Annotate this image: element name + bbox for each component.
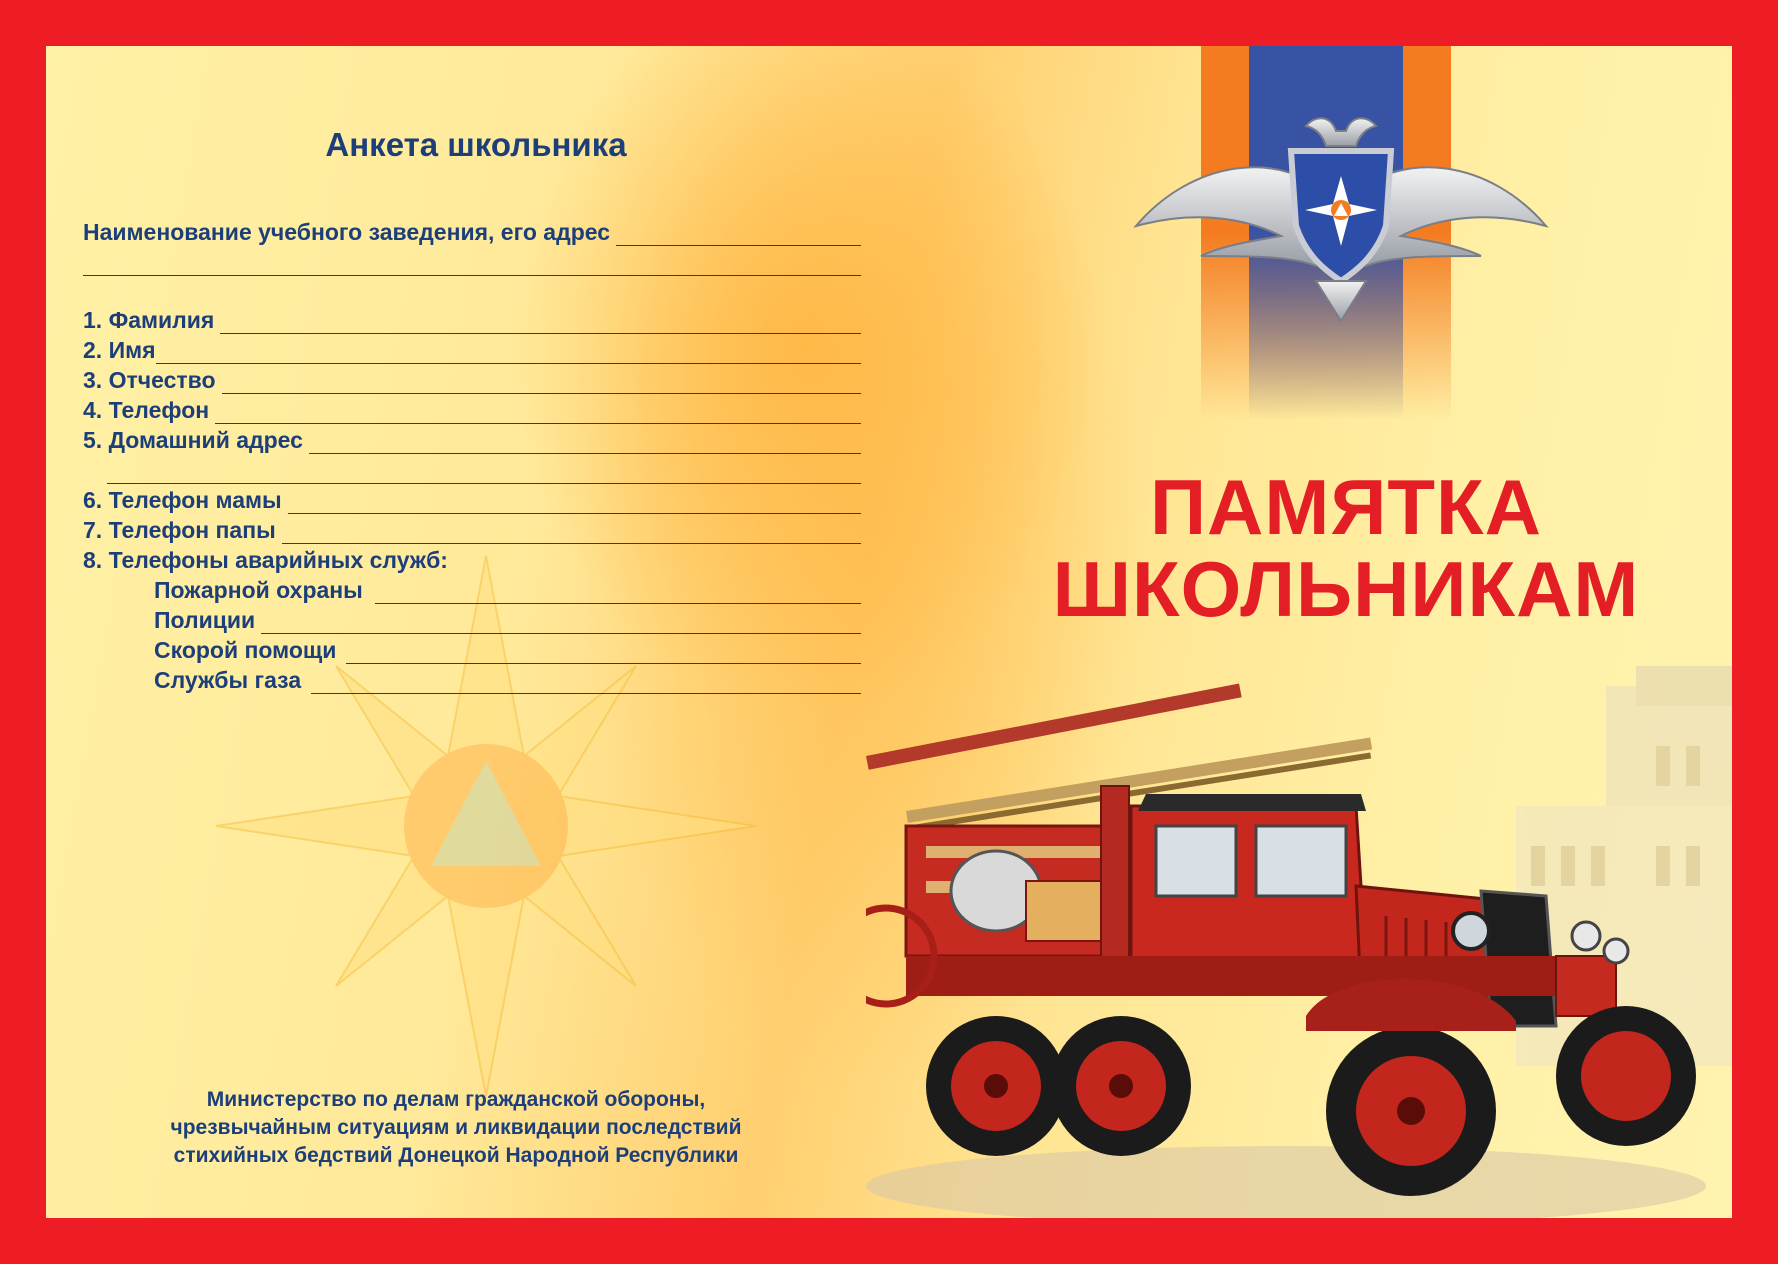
form-title: Анкета школьника xyxy=(325,126,627,163)
field-line[interactable] xyxy=(311,671,861,694)
field-row-patronymic xyxy=(83,364,861,394)
field-row-address xyxy=(83,424,861,454)
field-line[interactable] xyxy=(375,581,861,604)
ministry-line: чрезвычайным ситуациям и ликвидации последствий xyxy=(170,1116,742,1139)
field-line[interactable] xyxy=(346,641,861,664)
field-row-gas xyxy=(83,664,861,694)
cover-title xyxy=(966,463,1726,633)
field-label: Полиции xyxy=(154,607,256,633)
field-row-phone xyxy=(83,394,861,424)
field-row-mother-phone xyxy=(83,484,861,514)
field-line[interactable] xyxy=(309,431,861,454)
emergency-heading-row xyxy=(83,544,861,574)
field-row-name xyxy=(83,334,861,364)
field-line[interactable] xyxy=(215,401,861,424)
institution-row xyxy=(83,216,861,246)
field-row-fire xyxy=(83,574,861,604)
emergency-heading: 8. Телефоны аварийных служб: xyxy=(83,547,448,573)
field-line[interactable] xyxy=(220,311,861,334)
cover-title-line: ШКОЛЬНИКАМ xyxy=(1052,545,1640,633)
cover-title-line: ПАМЯТКА xyxy=(1149,463,1542,551)
ministry-line: Министерство по делам гражданской обороны, xyxy=(206,1088,706,1111)
field-label: 2. Имя xyxy=(83,337,156,363)
field-label: 5. Домашний адрес xyxy=(83,427,303,453)
field-label: Пожарной охраны xyxy=(154,577,363,603)
mchs-eagle-emblem-icon xyxy=(1131,106,1551,326)
brochure-background xyxy=(46,46,1732,1218)
field-row-ambulance xyxy=(83,634,861,664)
field-line[interactable] xyxy=(261,611,861,634)
field-label: 1. Фамилия xyxy=(83,307,215,333)
field-row-surname xyxy=(83,304,861,334)
student-form xyxy=(83,216,861,694)
institution-row-continued xyxy=(83,246,861,276)
field-row-address-continued xyxy=(83,454,861,484)
ministry-credit xyxy=(146,1086,766,1170)
field-label: Скорой помощи xyxy=(154,637,337,663)
field-line[interactable] xyxy=(282,521,861,544)
fire-truck-illustration-icon xyxy=(866,666,1732,1218)
field-label: Службы газа xyxy=(154,667,302,693)
field-line[interactable] xyxy=(107,461,861,484)
field-line[interactable] xyxy=(156,341,861,364)
field-line[interactable] xyxy=(222,371,861,394)
institution-line[interactable] xyxy=(616,223,861,246)
ministry-line: стихийных бедствий Донецкой Народной Республики xyxy=(173,1144,739,1167)
institution-label: Наименование учебного заведения, его адрес xyxy=(83,219,611,245)
institution-line-2[interactable] xyxy=(83,253,861,276)
field-label: 4. Телефон xyxy=(83,397,210,423)
field-line[interactable] xyxy=(288,491,861,514)
field-label: 7. Телефон папы xyxy=(83,517,276,543)
field-row-father-phone xyxy=(83,514,861,544)
field-label: 3. Отчество xyxy=(83,367,216,393)
field-row-police xyxy=(83,604,861,634)
field-label: 6. Телефон мамы xyxy=(83,487,282,513)
